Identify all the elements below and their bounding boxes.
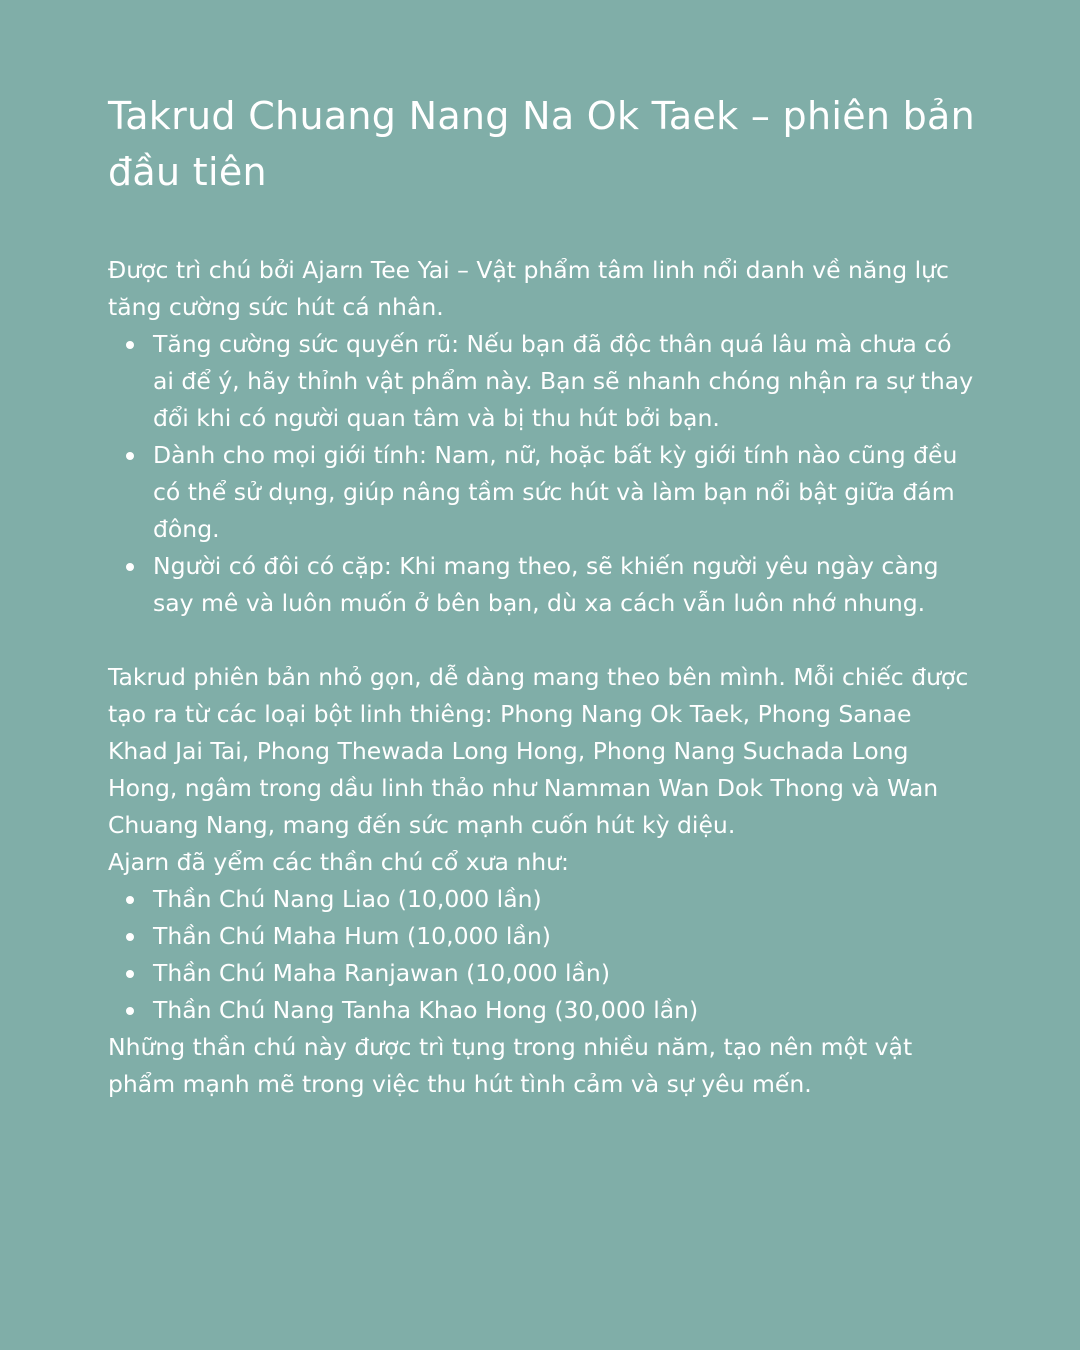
list-item-text: Thần Chú Maha Ranjawan (10,000 lần) <box>153 959 610 987</box>
bullet-icon <box>126 933 134 941</box>
bullet-icon <box>126 1007 134 1015</box>
bullet-icon <box>126 563 134 571</box>
bullet-icon <box>126 341 134 349</box>
list-item-text: Tăng cường sức quyến rũ: Nếu bạn đã độc thân quá lâu mà chưa có ai để ý, hãy thỉnh vật phẩm này. Bạn sẽ nhanh chóng nhận ra sự thay đổi khi có người quan tâm và bị thu hút bởi bạn. <box>153 330 974 432</box>
benefits-list <box>108 326 978 622</box>
list-item <box>153 881 978 918</box>
mantras-intro: Ajarn đã yểm các thần chú cổ xưa như: <box>108 848 569 876</box>
bullet-icon <box>126 452 134 460</box>
page-title: Takrud Chuang Nang Na Ok Taek – phiên bản đầu tiên <box>108 94 976 194</box>
list-item-text: Thần Chú Nang Liao (10,000 lần) <box>153 885 542 913</box>
mantras-list <box>108 881 978 1029</box>
list-item <box>153 992 978 1029</box>
list-item <box>153 955 978 992</box>
list-item-text: Người có đôi có cặp: Khi mang theo, sẽ khiến người yêu ngày càng say mê và luôn muốn ở bên bạn, dù xa cách vẫn luôn nhớ nhung. <box>153 552 939 617</box>
list-item-text: Thần Chú Maha Hum (10,000 lần) <box>153 922 551 950</box>
list-item <box>153 437 978 548</box>
list-item <box>153 918 978 955</box>
list-item-text: Thần Chú Nang Tanha Khao Hong (30,000 lần) <box>153 996 699 1024</box>
document-page <box>108 88 978 1103</box>
bullet-icon <box>126 970 134 978</box>
list-item-text: Dành cho mọi giới tính: Nam, nữ, hoặc bất kỳ giới tính nào cũng đều có thể sử dụng, giúp nâng tầm sức hút và làm bạn nổi bật giữa đám đông. <box>153 441 958 543</box>
intro-paragraph: Được trì chú bởi Ajarn Tee Yai – Vật phẩm tâm linh nổi danh về năng lực tăng cường sức hút cá nhân. <box>108 256 949 321</box>
list-item <box>153 326 978 437</box>
conclusion-paragraph: Những thần chú này được trì tụng trong nhiều năm, tạo nên một vật phẩm mạnh mẽ trong việc thu hút tình cảm và sự yêu mến. <box>108 1033 913 1098</box>
list-item <box>153 548 978 622</box>
bullet-icon <box>126 896 134 904</box>
paragraph-spacer <box>108 622 978 659</box>
document-body <box>108 252 978 1103</box>
description-paragraph: Takrud phiên bản nhỏ gọn, dễ dàng mang theo bên mình. Mỗi chiếc được tạo ra từ các loại bột linh thiêng: Phong Nang Ok Taek, Phong Sanae Khad Jai Tai, Phong Thewada Long Hong, Phong Nang Suchada Long Hong, ngâm trong dầu linh thảo như Namman Wan Dok Thong và Wan Chuang Nang, mang đến sức mạnh cuốn hút kỳ diệu. <box>108 663 969 839</box>
